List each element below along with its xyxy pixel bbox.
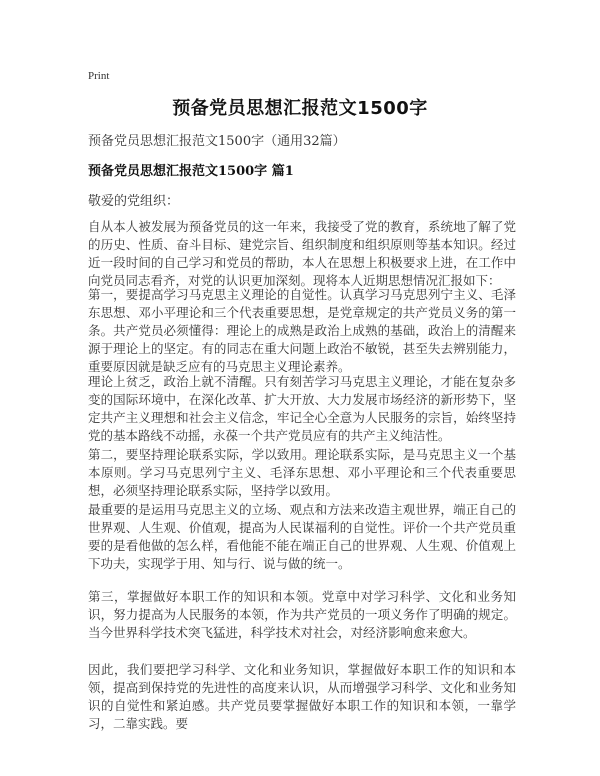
- print-label: Print: [88, 70, 110, 82]
- salutation: 敬爱的党组织：: [88, 194, 180, 209]
- document-subtitle: 预备党员思想汇报范文1500字（通用32篇）: [88, 134, 346, 149]
- paragraph: 最重要的是运用马克思主义的立场、观点和方法来改造主观世界，端正自己的世界观、人生观、价值观，提高为人民谋福利的自觉性。评价一个共产党员重要的是看他做的怎么样，看他能不能在端正自己的世界观、人生观、价值观上下功夫，实现学于用、知与行、说与做的统一。: [88, 502, 516, 571]
- paragraph: 第一，要提高学习马克思主义理论的自觉性。认真学习马克思列宁主义、毛泽东思想、邓小平理论和三个代表重要思想，是党章规定的共产党员义务的第一条。共产党员必须懂得：理论上的成熟是政治上成熟的基础，政治上的清醒来源于理论上的坚定。有的同志在重大问题上政治不敏锐，甚至失去辨别能力，重要原因就是缺乏应有的马克思主义理论素养。: [88, 287, 516, 374]
- paragraph: 第三，掌握做好本职工作的知识和本领。党章中对学习科学、文化和业务知识，努力提高为人民服务的本领，作为共产党员的一项义务作了明确的规定。当今世界科学技术突飞猛进，科学技术对社会，对经济影响愈来愈大。: [88, 589, 516, 640]
- paragraph: 因此，我们要把学习科学、文化和业务知识，掌握做好本职工作的知识和本领，提高到保持党的先进性的高度来认识，从而增强学习科学、文化和业务知识的自觉性和紧迫感。共产党员要掌握做好本职工作的知识和本领，一靠学习，二靠实践。要: [88, 662, 516, 731]
- paragraph: 第二，要坚持理论联系实际，学以致用。理论联系实际，是马克思主义一个基本原则。学习马克思列宁主义、毛泽东思想、邓小平理论和三个代表重要思想，必须坚持理论联系实际，坚持学以致用。: [88, 447, 516, 498]
- section-heading: 预备党员思想汇报范文1500字 篇1: [88, 164, 294, 179]
- paragraph: 自从本人被发展为预备党员的这一年来，我接受了党的教育，系统地了解了党的历史、性质、奋斗目标、建党宗旨、组织制度和组织原则等基本知识。经过近一段时间的自己学习和党员的帮助，本人在思想上积极要求上进，在工作中向党员同志看齐，对党的认识更加深刻。现将本人近期思想情况汇报如下：: [88, 219, 516, 288]
- page-title: 预备党员思想汇报范文1500字: [172, 98, 428, 119]
- paragraph: 理论上贫乏，政治上就不清醒。只有刻苦学习马克思主义理论，才能在复杂多变的国际环境中，在深化改革、扩大开放、大力发展市场经济的新形势下，坚定共产主义理想和社会主义信念，牢记全心全意为人民服务的宗旨，始终坚持党的基本路线不动摇，永葆一个共产党员应有的共产主义纯洁性。: [88, 374, 516, 443]
